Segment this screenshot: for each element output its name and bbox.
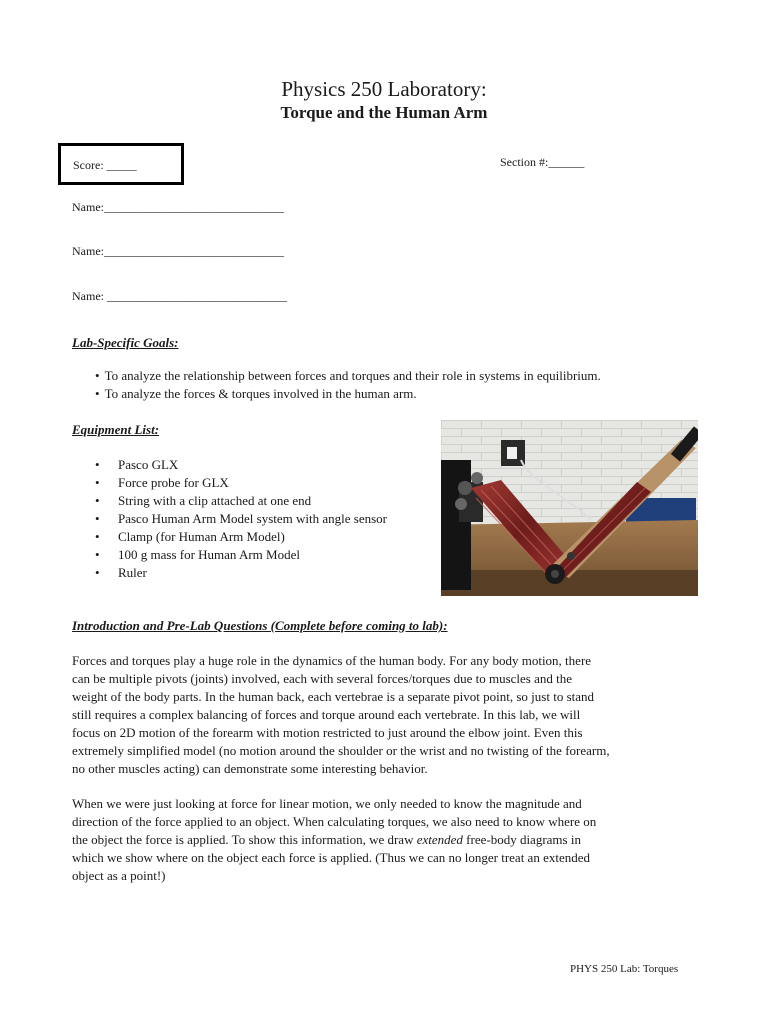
page-footer: PHYS 250 Lab: Torques [570, 963, 679, 975]
page-subtitle: Torque and the Human Arm [280, 103, 488, 122]
equipment-heading: Equipment List: [72, 422, 160, 437]
score-field[interactable]: Score: _____ [73, 158, 137, 172]
text-line: object as a point!) [72, 868, 166, 883]
text-line: still requires a complex balancing of forces and torque around each vertebrate. In this lab, we will [72, 707, 581, 722]
intro-paragraph-2 [72, 795, 712, 885]
goals-heading: Lab-Specific Goals: [72, 335, 179, 350]
equipment-item: • Clamp (for Human Arm Model) [95, 528, 387, 546]
equipment-list [95, 456, 387, 582]
intro-paragraph-1 [72, 652, 712, 778]
human-arm-model-photo [441, 420, 698, 596]
equipment-item: • Pasco Human Arm Model system with angle sensor [95, 510, 387, 528]
equipment-item: • Force probe for GLX [95, 474, 387, 492]
text-line: can be multiple pivots (joints) involved, each with several forces/torques due to muscles and the [72, 671, 573, 686]
equipment-item: • String with a clip attached at one end [95, 492, 387, 510]
text-line [72, 831, 712, 849]
equipment-item: • Ruler [95, 564, 387, 582]
text-line: no other muscles acting) can demonstrate some interesting behavior. [72, 761, 428, 776]
text-line: Forces and torques play a huge role in the dynamics of the human body. For any body motion, there [72, 653, 592, 668]
section-field[interactable]: Section #:______ [500, 155, 585, 169]
name-field-2[interactable]: Name:______________________________ [72, 244, 284, 258]
goals-list [95, 367, 601, 403]
text-line: When we were just looking at force for linear motion, we only needed to know the magnitude and [72, 796, 582, 811]
equipment-item: • 100 g mass for Human Arm Model [95, 546, 387, 564]
goal-item: • To analyze the relationship between forces and torques and their role in systems in equilibrium. [95, 367, 601, 385]
page-title: Physics 250 Laboratory: [281, 77, 487, 101]
intro-heading: Introduction and Pre-Lab Questions (Complete before coming to lab): [72, 618, 448, 633]
name-field-1[interactable]: Name:______________________________ [72, 200, 284, 214]
text-line: focus on 2D motion of the forearm with motion restricted to just around the elbow joint. Even this [72, 725, 583, 740]
score-box [58, 143, 184, 185]
text-line: weight of the body parts. In the human back, each vertebrae is a separate pivot point, so just to stand [72, 689, 595, 704]
emphasis-text: extended [416, 832, 463, 847]
text-line: direction of the force applied to an object. When calculating torques, we also need to know where on [72, 814, 597, 829]
text-line: extremely simplified model (no motion around the shoulder or the wrist and no twisting of the forearm, [72, 743, 610, 758]
equipment-item: • Pasco GLX [95, 456, 387, 474]
goal-item: • To analyze the forces & torques involved in the human arm. [95, 385, 601, 403]
text-run: the object the force is applied. To show this information, we draw [72, 832, 417, 847]
text-run: free-body diagrams in [462, 832, 581, 847]
name-field-3[interactable]: Name: ______________________________ [72, 289, 287, 303]
text-line: which we show where on the object each force is applied. (Thus we can no longer treat an extended [72, 850, 590, 865]
